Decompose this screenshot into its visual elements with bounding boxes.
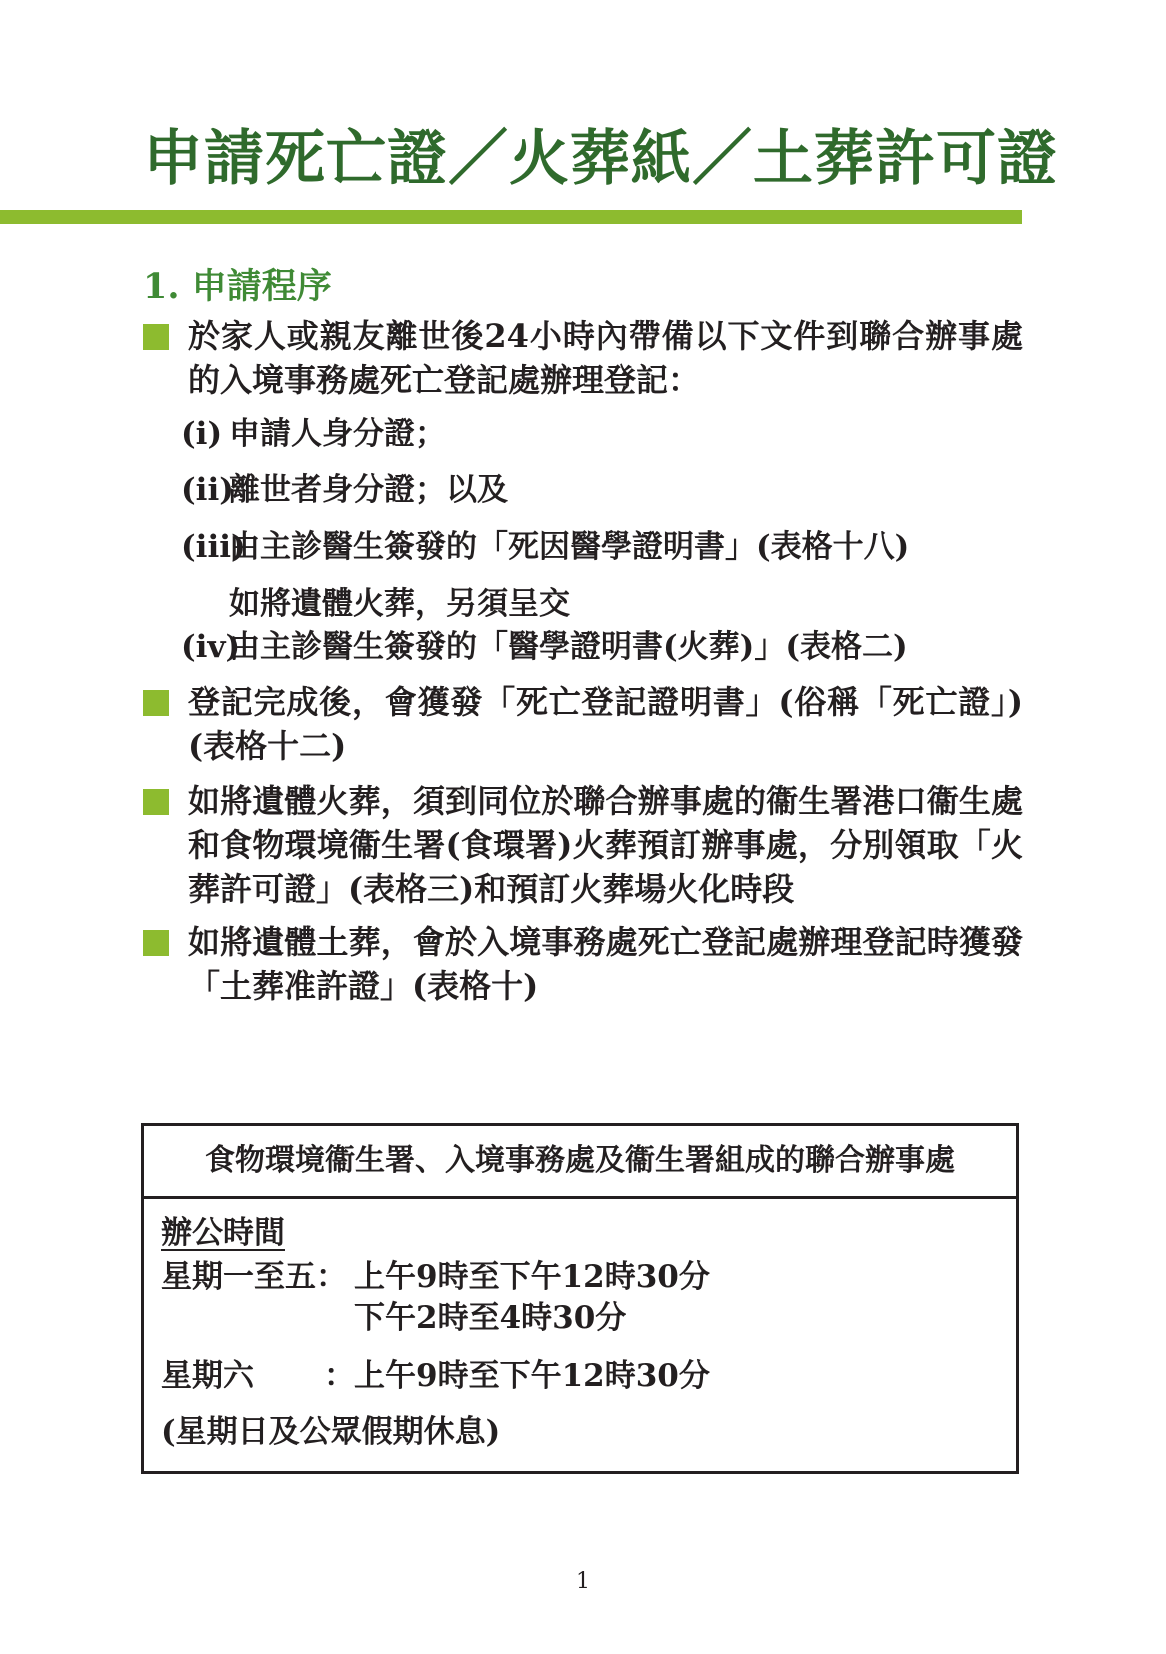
- office-hours-box: [141, 1123, 1019, 1474]
- document-item: [181, 525, 909, 569]
- cremation-note: 如將遺體火葬，另須呈交: [229, 586, 570, 622]
- document-item: [181, 625, 908, 669]
- closed-note: (星期日及公眾假期休息): [161, 1414, 501, 1450]
- document-text: 離世者身分證；以及: [229, 472, 508, 508]
- document-number: (iii): [181, 529, 246, 565]
- bullet-square-icon: [143, 789, 169, 815]
- weekday-afternoon-hours: 下午2時至4時30分: [354, 1300, 627, 1336]
- saturday-hours: 上午9時至下午12時30分: [354, 1358, 710, 1394]
- page-title: 申請死亡證／火葬紙／土葬許可證: [143, 124, 1058, 194]
- document-text: 由主診醫生簽發的「醫學證明書(火葬)」(表格二): [229, 629, 908, 665]
- saturday-label: 星期六: [161, 1358, 254, 1394]
- office-hours-label: 辦公時間: [161, 1215, 285, 1251]
- section-heading: 1. 申請程序: [143, 266, 332, 307]
- document-item: [181, 412, 446, 456]
- page-number: 1: [576, 1569, 590, 1594]
- bullet-text: 於家人或親友離世後24小時內帶備以下文件到聯合辦事處的入境事務處死亡登記處辦理登記：: [188, 317, 1023, 399]
- bullet-square-icon: [143, 324, 169, 350]
- document-item: [181, 468, 508, 512]
- title-divider: [0, 210, 1022, 224]
- bullet-square-icon: [143, 930, 169, 956]
- document-number: (i): [181, 416, 223, 452]
- document-number: (iv): [181, 629, 241, 665]
- bullet-text: 登記完成後，會獲發「死亡登記證明書」(俗稱「死亡證」)(表格十二): [188, 683, 1023, 765]
- bullet-text: 如將遺體土葬，會於入境事務處死亡登記處辦理登記時獲發 「土葬准許證」(表格十): [188, 923, 1023, 1005]
- weekday-morning-hours: 上午9時至下午12時30分: [354, 1259, 710, 1295]
- bullet-square-icon: [143, 690, 169, 716]
- bullet-text: 如將遺體火葬，須到同位於聯合辦事處的衞生署港口衞生處和食物環境衞生署(食環署)火葬預訂辦事處，分別領取「火葬許可證」(表格三)和預訂火葬場火化時段: [188, 782, 1023, 908]
- document-text: 申請人身分證；: [229, 416, 446, 452]
- weekday-label: 星期一至五：: [161, 1259, 347, 1295]
- saturday-colon: ：: [324, 1358, 355, 1394]
- document-text: 由主診醫生簽發的「死因醫學證明書」(表格十八): [229, 529, 910, 565]
- document-number: (ii): [181, 472, 234, 508]
- office-box-header: 食物環境衞生署、入境事務處及衞生署組成的聯合辦事處: [144, 1126, 1016, 1199]
